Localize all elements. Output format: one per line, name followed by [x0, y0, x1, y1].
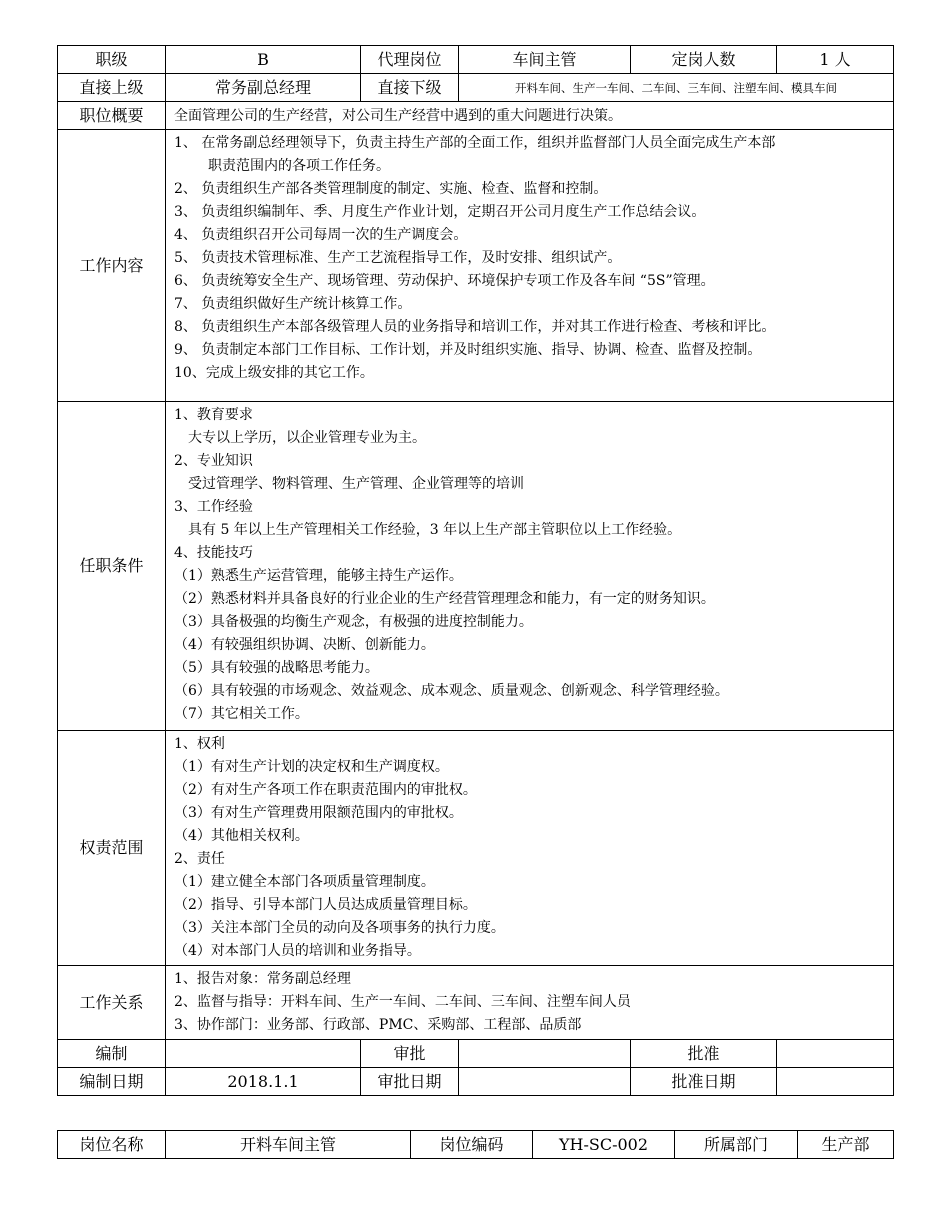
- prepared-label: 编制: [58, 1040, 166, 1068]
- acting-post-label: 代理岗位: [361, 46, 459, 74]
- duty-item: 8、 负责组织生产本部各级管理人员的业务指导和培训工作，并对其工作进行检查、考核和评比。: [174, 319, 776, 335]
- duty-item: 3、 负责组织编制年、季、月度生产作业计划，定期召开公司月度生产工作总结会议。: [174, 204, 706, 220]
- qualification-line: 受过管理学、物料管理、生产管理、企业管理等的培训: [188, 476, 524, 492]
- duty-item: 6、 负责统筹安全生产、现场管理、劳动保护、环境保护专项工作及各车间 “5S”管理。: [174, 273, 715, 289]
- authority-line: （4）对本部门人员的培训和业务指导。: [174, 943, 421, 959]
- post-code-label: 岗位编码: [411, 1131, 533, 1159]
- post-name-value: 开料车间主管: [166, 1131, 411, 1159]
- qualification-line: （2）熟悉材料并具备良好的行业企业的生产经营管理理念和能力，有一定的财务知识。: [174, 591, 715, 607]
- rank-label: 职级: [58, 46, 166, 74]
- duties-content: [166, 130, 894, 402]
- prepared-value: [166, 1040, 361, 1068]
- authority-heading: 1、权利: [174, 736, 225, 752]
- qualification-line: 大专以上学历，以企业管理专业为主。: [188, 430, 426, 446]
- qualifications-content: [166, 402, 894, 731]
- qualifications-label: 任职条件: [58, 402, 166, 731]
- duty-item: 4、 负责组织召开公司每周一次的生产调度会。: [174, 227, 468, 243]
- duties-label: 工作内容: [58, 130, 166, 402]
- approve-value: [777, 1040, 894, 1068]
- duty-item: 7、 负责组织做好生产统计核算工作。: [174, 296, 412, 312]
- qualification-heading: 1、教育要求: [174, 407, 253, 423]
- qualification-line: （6）具有较强的市场观念、效益观念、成本观念、质量观念、创新观念、科学管理经验。: [174, 683, 729, 699]
- qualification-heading: 3、工作经验: [174, 499, 253, 515]
- qualification-line: （4）有较强组织协调、决断、创新能力。: [174, 637, 435, 653]
- post-code-value: YH-SC-002: [533, 1131, 675, 1159]
- review-date-label: 审批日期: [361, 1068, 459, 1096]
- post-name-label: 岗位名称: [58, 1131, 166, 1159]
- prepared-date-value: 2018.1.1: [166, 1068, 361, 1096]
- authority-label: 权责范围: [58, 731, 166, 966]
- approve-date-label: 批准日期: [631, 1068, 777, 1096]
- review-label: 审批: [361, 1040, 459, 1068]
- review-date-value: [459, 1068, 631, 1096]
- duty-item: 9、 负责制定本部门工作目标、工作计划，并及时组织实施、指导、协调、检查、监督及控制。: [174, 342, 762, 358]
- qualification-heading: 4、技能技巧: [174, 545, 253, 561]
- acting-post-value: 车间主管: [459, 46, 631, 74]
- qualification-line: （5）具有较强的战略思考能力。: [174, 660, 379, 676]
- duty-item: 1、 在常务副总经理领导下，负责主持生产部的全面工作，组织并监督部门人员全面完成生产本部: [174, 135, 776, 151]
- qualification-heading: 2、专业知识: [174, 453, 253, 469]
- authority-line: （4）其他相关权利。: [174, 828, 309, 844]
- authority-content: [166, 731, 894, 966]
- subordinate-value: 开料车间、生产一车间、二车间、三车间、注塑车间、模具车间: [459, 74, 894, 102]
- headcount-label: 定岗人数: [631, 46, 777, 74]
- review-value: [459, 1040, 631, 1068]
- next-job-table: [57, 1130, 894, 1159]
- rank-value: B: [166, 46, 361, 74]
- department-value: 生产部: [798, 1131, 894, 1159]
- superior-label: 直接上级: [58, 74, 166, 102]
- prepared-date-label: 编制日期: [58, 1068, 166, 1096]
- qualification-line: 具有 5 年以上生产管理相关工作经验，3 年以上生产部主管职位以上工作经验。: [188, 522, 682, 538]
- department-label: 所属部门: [675, 1131, 798, 1159]
- authority-line: （1）建立健全本部门各项质量管理制度。: [174, 874, 435, 890]
- duty-item: 5、 负责技术管理标准、生产工艺流程指导工作，及时安排、组织试产。: [174, 250, 622, 266]
- relation-line: 3、协作部门：业务部、行政部、PMC、采购部、工程部、品质部: [174, 1017, 582, 1033]
- authority-line: （1）有对生产计划的决定权和生产调度权。: [174, 759, 449, 775]
- authority-heading: 2、责任: [174, 851, 225, 867]
- approve-date-value: [777, 1068, 894, 1096]
- authority-line: （3）有对生产管理费用限额范围内的审批权。: [174, 805, 463, 821]
- subordinate-label: 直接下级: [361, 74, 459, 102]
- qualification-line: （7）其它相关工作。: [174, 706, 309, 722]
- qualification-line: （1）熟悉生产运营管理，能够主持生产运作。: [174, 568, 463, 584]
- superior-value: 常务副总经理: [166, 74, 361, 102]
- qualification-line: （3）具备极强的均衡生产观念，有极强的进度控制能力。: [174, 614, 533, 630]
- relations-label: 工作关系: [58, 966, 166, 1040]
- duty-item: 2、 负责组织生产部各类管理制度的制定、实施、检查、监督和控制。: [174, 181, 608, 197]
- headcount-value: 1 人: [777, 46, 894, 74]
- summary-value: 全面管理公司的生产经营，对公司生产经营中遇到的重大问题进行决策。: [166, 102, 894, 130]
- relation-line: 1、报告对象：常务副总经理: [174, 971, 351, 987]
- duty-item: 10、完成上级安排的其它工作。: [174, 365, 374, 381]
- summary-label: 职位概要: [58, 102, 166, 130]
- relations-content: [166, 966, 894, 1040]
- approve-label: 批准: [631, 1040, 777, 1068]
- job-description-table: [57, 45, 894, 1096]
- authority-line: （2）指导、引导本部门人员达成质量管理目标。: [174, 897, 477, 913]
- authority-line: （2）有对生产各项工作在职责范围内的审批权。: [174, 782, 477, 798]
- relation-line: 2、监督与指导：开料车间、生产一车间、二车间、三车间、注塑车间人员: [174, 994, 631, 1010]
- duty-item: 职责范围内的各项工作任务。: [208, 158, 390, 174]
- authority-line: （3）关注本部门全员的动向及各项事务的执行力度。: [174, 920, 505, 936]
